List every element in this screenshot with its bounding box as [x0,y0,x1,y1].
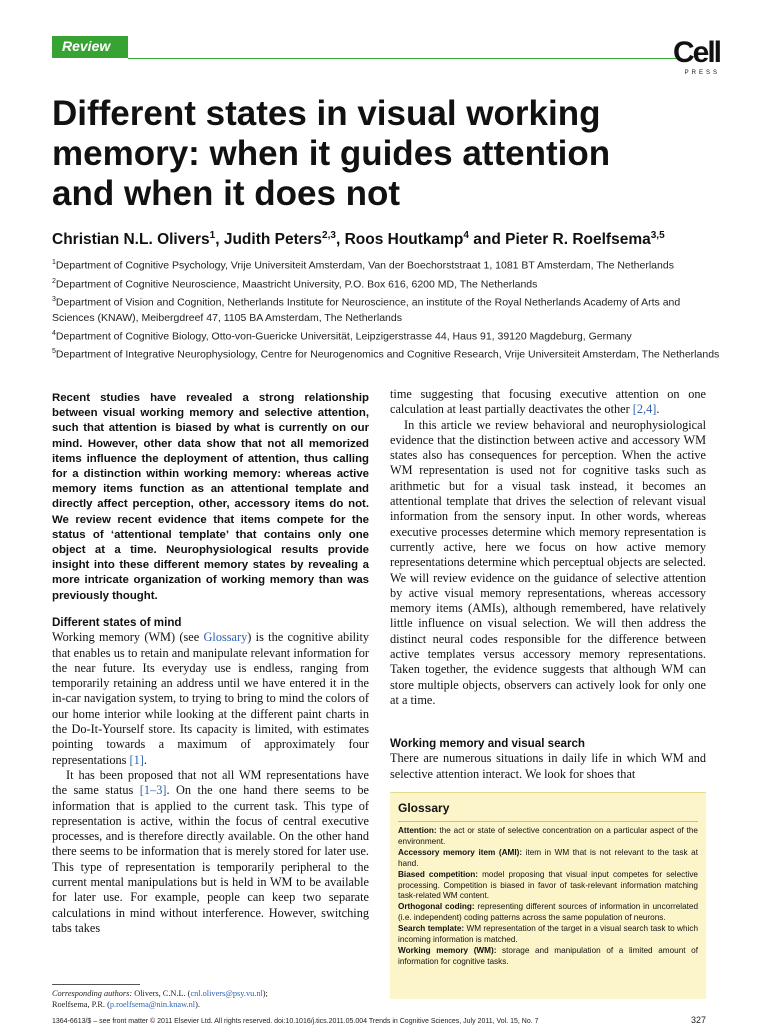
author-name: Roos Houtkamp [344,231,464,249]
glossary-definition: the act or state of selective concentration on a particular aspect of the environment. [398,826,698,846]
author-name: Pieter R. Roelfsema [505,231,651,249]
abstract: Recent studies have revealed a strong relationship between visual working memory and selective attention, such that attention is biased by what is currently on our mind. However, other data show that not all memorized items influence the deployment of attention, thus calling for a distinction within working memory: whereas active memory items function as an attentional template and directly affect perception, other, accessory items do not. We review recent evidence that items compete for the status of ‘attentional template’ that contains only one object at a time. Neurophysiological results provide insight into these different memory states by revealing a more intricate organization of working memory than was previously thought. [52,392,369,602]
section-label-tab [52,36,128,58]
glossary-entry [398,826,698,848]
article-title: Different states in visual working memory: when it guides attention and when it does not [52,94,611,213]
cell-press-logo [640,36,720,76]
body-paragraph: In this article we review behavioral and neurophysiological evidence that the distinction between active and accessory WM states also has consequences for perception. When the active WM representation is used not for cognitive tasks such as arithmetic but for a visual task instead, it becomes an attentional template that drives the selection of relevant visual information from the sensory input. In other words, whereas executive processes determine which memory representation is currently active, here we focus on how active memory representations determine which perceptual objects are selected. We will review evidence on the guidance of selective attention by active visual memory representations, whereas accessory memory items (AMIs), although remembered, have relatively little influence on visual selection. We will then address the distinct neural codes responsible for the difference between active templates versus accessory memory representations. Taken together, the evidence suggests that although WM can store multiple objects, observers can actively look for only one at a time. [390,417,706,707]
glossary-entry [398,848,698,870]
glossary-entry [398,902,698,924]
glossary-divider [398,821,698,822]
glossary-entry [398,870,698,903]
body-column-right-lower [390,736,706,782]
body-column-left [52,615,369,936]
author-name: Christian N.L. Olivers [52,231,210,249]
citation-link[interactable]: [1] [129,752,144,767]
glossary-term: Working memory (WM): [398,945,497,955]
glossary-definition: storage and manipulation of a limited amount of information for cognitive tasks. [398,945,698,966]
affiliation: $^2$Department of Cognitive Neuroscience, Maastricht University, P.O. Box 616, 6200 MD, The Netherlands [52,277,538,290]
glossary-list [390,826,706,968]
email-link[interactable]: p.roelfsema@nin.knaw.nl [109,1000,196,1009]
glossary-entry [398,924,698,946]
affiliation: $^5$Department of Integrative Neurophysiology, Centre for Neurogenomics and Cognitive Research, Vrije Universiteit Amsterdam, The Netherlands [52,348,720,361]
glossary-definition: model proposing that visual input competes for selective processing. Competition is biased in favor of task-relevant information matching task-related WM content. [398,869,698,901]
glossary-definition: representing different sources of information in uncorrelated (i.e. independent) coding patterns across the same population of neurons. [398,902,699,923]
body-paragraph: time suggesting that focusing executive attention on one calculation at least partially deactivates the other [2,4]. [390,387,706,417]
logo-text: Cell [672,36,720,69]
glossary-entry [398,946,698,968]
glossary-term: Orthogonal coding: [398,902,475,912]
section-label: Review [62,38,111,54]
author-list: Christian N.L. Olivers$^1$, Judith Peters$^{2,3}$, Roos Houtkamp$^4$ and Pieter R. Roelfsema$^{3,5}$ [52,230,665,249]
journal-info: Trends in Cognitive Sciences, July 2011, Vol. 15, No. 7 [368,1018,539,1025]
glossary-term: Biased competition: [398,869,479,879]
glossary-title: Glossary [398,801,450,815]
affiliation-list [52,255,722,363]
affiliation: $^1$Department of Cognitive Psychology, Vrije Universiteit Amsterdam, Van der Boechorststraat 1, 1081 BT Amsterdam, The Netherlands [52,259,674,272]
glossary-term: Attention: [398,826,437,835]
author-affiliation-marker: 1 [209,230,216,241]
header-rule [128,58,676,59]
glossary-term: Accessory memory item (AMI): [398,847,523,857]
citation-link[interactable]: [1–3] [139,783,167,798]
citation-link[interactable]: [2,4] [632,402,657,417]
glossary-box [390,792,706,999]
body-column-right [390,387,706,708]
glossary-link[interactable]: Glossary [203,630,248,645]
logo-subtext: PRESS [684,70,720,76]
author-affiliation-marker: 3,5 [650,230,665,241]
body-paragraph: Working memory (WM) (see Glossary) is the cognitive ability that enables us to retain and manipulate relevant information for the near future. Its everyday use is endless, ranging from temporarily retaining an address until we have entered it in the in-car navigation system, to trying to bring to mind the colors of our home interior while looking at the different paint charts in the Do-It-Yourself store. Its capacity is limited, with estimates pointing towards a maximum of approximately four representations [1]. [52,630,370,767]
affiliation: $^3$Department of Vision and Cognition, Netherlands Institute for Neuroscience, an institute of the Royal Netherlands Academy of Arts and Sciences (KNAW), Meibergdreef 47, 1105 BA Amsterdam, The Netherlands [52,296,681,324]
affiliation: $^4$Department of Cognitive Biology, Otto-von-Guericke Universität, Leipzigerstrasse 44, Haus 91, 39120 Magdeburg, Germany [52,329,632,342]
glossary-definition: WM representation of the target in a visual search task to which incoming information is matched. [398,924,698,945]
section-heading: Working memory and visual search [390,737,586,750]
author-affiliation-marker: 2,3 [322,230,336,241]
body-paragraph: There are numerous situations in daily life in which WM and selective attention interact. We look for shoes that [390,751,706,781]
author-name: Judith Peters [223,231,323,249]
footnote-divider [52,984,140,985]
page-number: 327 [690,1015,706,1025]
email-link[interactable]: cnl.olivers@psy.vu.nl [190,989,263,998]
glossary-definition: item in WM that is not relevant to the task at hand. [398,847,699,868]
body-paragraph: It has been proposed that not all WM representations have the same status [1–3]. On the one hand there seems to be information that is applied to the current task. This type of representation is active, within the focus of central executive processes, and is therefore directly available. On the other hand there seems to be information that is merely stored for later use. This type of representation is temporarily peripheral to the current mental manipulations but is held in WM to be available for later use. For example, people can keep two separate calculations in mind without interference. However, switching tabs takes [52,767,369,935]
section-heading: Different states of mind [52,616,182,629]
copyright-doi: 1364-6613/$ – see front matter © 2011 Elsevier Ltd. All rights reserved. doi:10.1016/j.tics.2011.05.004 [52,1018,368,1025]
corresponding-authors-footnote: Corresponding authors: Olivers, C.N.L. (cnl.olivers@psy.vu.nl); Roelfsema, P.R. (p.roelfsema@nin.knaw.nl). [52,989,268,1009]
glossary-term: Search template: [398,924,465,934]
author-affiliation-marker: 4 [463,230,469,241]
